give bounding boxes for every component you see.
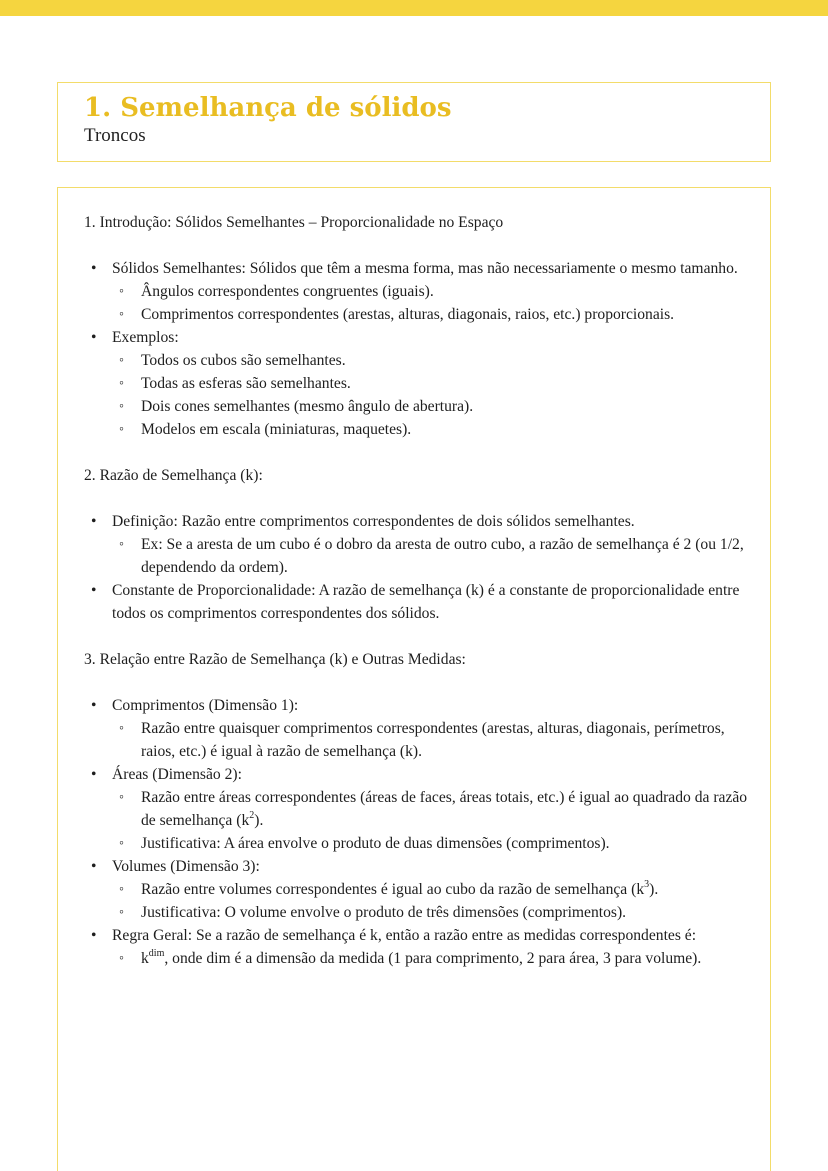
list-item: ◦ Ex: Se a aresta de um cubo é o dobro da aresta de outro cubo, a razão de semelhança é 2 (ou 1/2, dependendo da ordem). [112,533,749,579]
section-2-list [84,510,749,625]
list-item: • Definição: Razão entre comprimentos correspondentes de dois sólidos semelhantes. ◦ Ex: Se a aresta de um cubo é o dobro da aresta de outro cubo, a razão de semelhança é 2 (ou 1/2, dependendo da ordem). [84,510,749,579]
page-subtitle: Troncos [84,125,146,146]
list-item: • Constante de Proporcionalidade: A razão de semelhança (k) é a constante de proporcionalidade entre todos os comprimentos correspondentes dos sólidos. [84,579,749,625]
section-1-list [84,257,749,441]
list-item: ◦ Razão entre volumes correspondentes é igual ao cubo da razão de semelhança $(k^3)$. [112,878,749,901]
top-accent-bar [0,0,828,16]
section-3-list [84,694,749,970]
list-item: ◦ Comprimentos correspondentes (arestas, alturas, diagonais, raios, etc.) proporcionais. [112,303,749,326]
content-body [84,211,749,993]
list-item: ◦ Razão entre áreas correspondentes (áreas de faces, áreas totais, etc.) é igual ao quadrado da razão de semelhança $(k^2)$. [112,786,749,832]
list-item: • Comprimentos (Dimensão 1): ◦ Razão entre quaisquer comprimentos correspondentes (arestas, alturas, diagonais, perímetros, raios, etc.) é igual à razão de semelhança (k). [84,694,749,763]
list-item: ◦ $k^{dim}$, onde dim é a dimensão da medida (1 para comprimento, 2 para área, 3 para volume). [112,947,749,970]
list-item: ◦ Modelos em escala (miniaturas, maquetes). [112,418,749,441]
list-item: ◦ Dois cones semelhantes (mesmo ângulo de abertura). [112,395,749,418]
section-heading-3: 3. Relação entre Razão de Semelhança (k) e Outras Medidas: [84,651,466,668]
list-item: • Regra Geral: Se a razão de semelhança é k, então a razão entre as medidas correspondentes é: ◦ $k^{dim}$, onde dim é a dimensão da medida (1 para comprimento, 2 para área, 3 para volume). [84,924,749,970]
section-heading-2: 2. Razão de Semelhança (k): [84,467,263,484]
content-card [57,187,771,1171]
list-item: • Exemplos: ◦ Todos os cubos são semelhantes. ◦ Todas as esferas são semelhantes. ◦ Dois cones semelhantes (mesmo ângulo de abertura). ◦ Modelos em escala (miniaturas, maquetes). [84,326,749,441]
list-item: ◦ Justificativa: O volume envolve o produto de três dimensões (comprimentos). [112,901,749,924]
page-title: 1. Semelhança de sólidos [84,93,452,123]
section-heading-1: 1. Introdução: Sólidos Semelhantes – Proporcionalidade no Espaço [84,214,504,231]
list-item: ◦ Todas as esferas são semelhantes. [112,372,749,395]
list-item: • Áreas (Dimensão 2): ◦ Razão entre áreas correspondentes (áreas de faces, áreas totais, etc.) é igual ao quadrado da razão de semelhança $(k^2)$. ◦ Justificativa: A área envolve o produto de duas dimensões (comprimentos). [84,763,749,855]
header-card [57,82,771,162]
list-item: ◦ Justificativa: A área envolve o produto de duas dimensões (comprimentos). [112,832,749,855]
list-item: ◦ Ângulos correspondentes congruentes (iguais). [112,280,749,303]
list-item: • Sólidos Semelhantes: Sólidos que têm a mesma forma, mas não necessariamente o mesmo tamanho. ◦ Ângulos correspondentes congruentes (iguais). ◦ Comprimentos correspondentes (arestas, alturas, diagonais, raios, etc.) proporcionais. [84,257,749,326]
list-item: ◦ Razão entre quaisquer comprimentos correspondentes (arestas, alturas, diagonais, perímetros, raios, etc.) é igual à razão de semelhança (k). [112,717,749,763]
list-item: ◦ Todos os cubos são semelhantes. [112,349,749,372]
list-item: • Volumes (Dimensão 3): ◦ Razão entre volumes correspondentes é igual ao cubo da razão de semelhança $(k^3)$. ◦ Justificativa: O volume envolve o produto de três dimensões (comprimentos). [84,855,749,924]
